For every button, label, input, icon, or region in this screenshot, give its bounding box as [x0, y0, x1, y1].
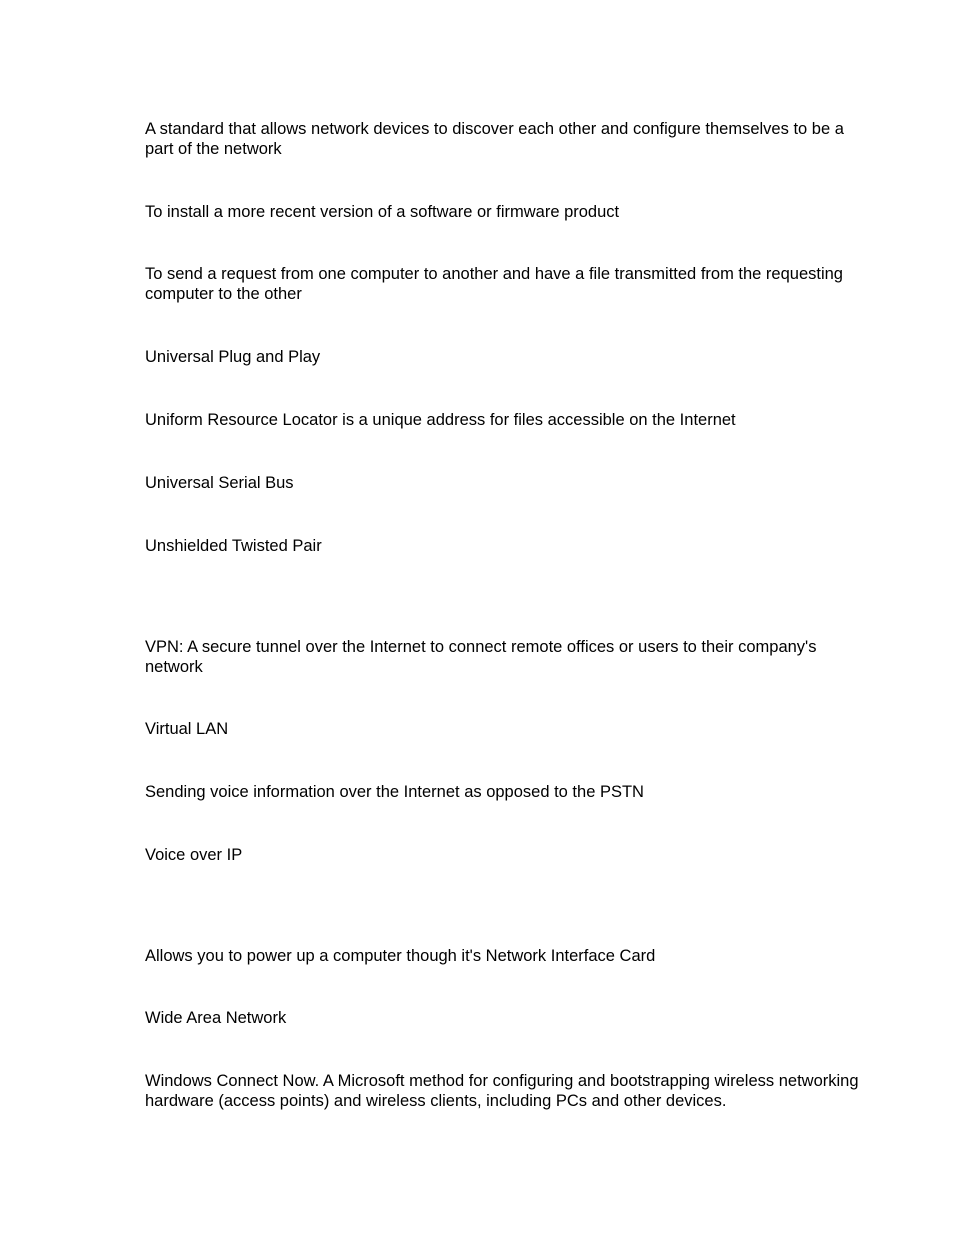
definition-url: Uniform Resource Locator is a unique address for files accessible on the Internet — [145, 411, 736, 429]
definition-upload: To send a request from one computer to another and have a file transmitted from the requesting computer to the other — [145, 265, 843, 303]
definition-utp: Unshielded Twisted Pair — [145, 537, 322, 555]
definition-wake-on-lan: Allows you to power up a computer though it's Network Interface Card — [145, 947, 656, 965]
definition-wcn: Windows Connect Now. A Microsoft method for configuring and bootstrapping wireless networking hardware (access points) and wireless clients, including PCs and other devices. — [145, 1072, 859, 1110]
definition-upnp-standard: A standard that allows network devices to discover each other and configure themselves to be a part of the network — [145, 120, 844, 158]
definition-usb: Universal Serial Bus — [145, 474, 294, 492]
definition-vlan: Virtual LAN — [145, 720, 229, 738]
definition-upgrade: To install a more recent version of a software or firmware product — [145, 203, 620, 221]
definition-wan: Wide Area Network — [145, 1009, 287, 1027]
definition-voip-expansion: Voice over IP — [145, 846, 243, 864]
definition-upnp-expansion: Universal Plug and Play — [145, 348, 321, 366]
definition-vpn: VPN: A secure tunnel over the Internet to connect remote offices or users to their company's network — [145, 638, 817, 676]
definition-voip-description: Sending voice information over the Internet as opposed to the PSTN — [145, 783, 644, 801]
